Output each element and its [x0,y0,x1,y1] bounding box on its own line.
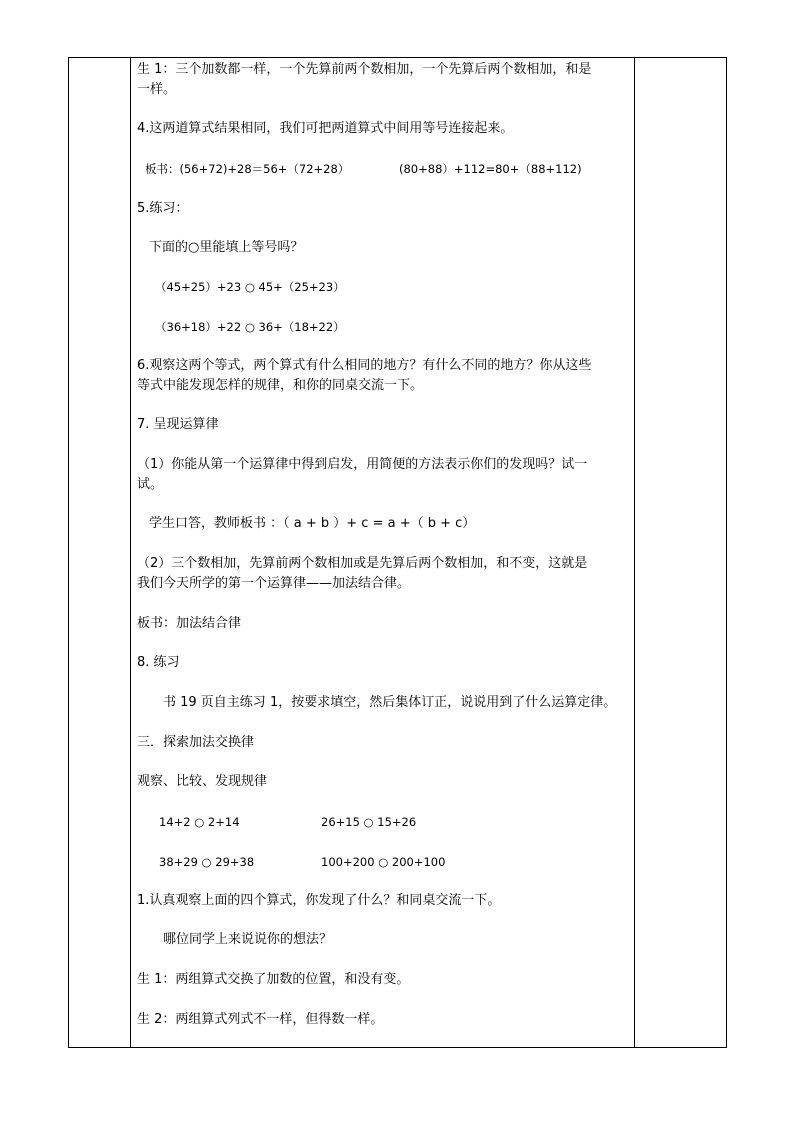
text-line: 1.认真观察上面的四个算式，你发现了什么？和同桌交流一下。 [137,893,501,908]
exercise-expression: （45+25）+23 ○ 45+（25+23） [155,280,345,294]
text-line: 等式中能发现怎样的规律，和你的同桌交流一下。 [137,378,424,393]
text-line: 5.练习： [137,201,189,216]
board-writing-2: (80+88）+112=80+（88+112) [399,162,582,176]
formula-line: 学生口答，教师板书 ：（ a + b ）+ c = a +（ b + c） [149,516,476,531]
exercise-expression: 26+15 ○ 15+26 [321,815,417,829]
exercise-expression: 14+2 ○ 2+14 [159,815,240,829]
text-line: 哪位同学上来说说你的想法？ [163,932,333,947]
text-line: 生 1：三个加数都一样，一个先算前两个数相加，一个先算后两个数相加，和是 [137,62,592,77]
text-line: 试。 [137,477,164,492]
text-line: 书 19 页自主练习 1，按要求填空，然后集体订正，说说用到了什么运算定律。 [163,695,617,710]
exercise-expression: （36+18）+22 ○ 36+（18+22） [155,320,345,334]
text-line: （2）三个数相加，先算前两个数相加或是先算后两个数相加，和不变，这就是 [137,556,588,571]
text-line: 生 2：两组算式列式不一样，但得数一样。 [137,1012,384,1027]
text-line: （1）你能从第一个运算律中得到启发，用简便的方法表示你们的发现吗？试一 [137,457,588,472]
lesson-table [68,57,727,1048]
column-divider-right [634,58,635,1047]
section-heading: 7. 呈现运算律 [137,417,219,432]
text-line: 我们今天所学的第一个运算律——加法结合律。 [137,576,411,591]
text-line: 板书：加法结合律 [137,616,242,631]
exercise-expression: 100+200 ○ 200+100 [321,855,446,869]
section-heading: 三．探索加法交换律 [137,735,255,750]
text-line: 观察、比较、发现规律 [137,774,268,789]
text-line: 生 1：两组算式交换了加数的位置，和没有变。 [137,972,410,987]
exercise-expression: 38+29 ○ 29+38 [159,855,255,869]
text-line: 下面的○里能填上等号吗？ [149,240,304,255]
board-writing-1: 板书：(56+72)+28＝56+（72+28） [145,162,350,176]
text-line: 4.这两道算式结果相同，我们可把两道算式中间用等号连接起来。 [137,121,514,136]
text-line: 一样。 [137,82,177,97]
text-line: 6.观察这两个等式，两个算式有什么相同的地方？有什么不同的地方？你从这些 [137,358,592,373]
section-heading: 8. 练习 [137,655,180,670]
column-divider-left [130,58,131,1047]
